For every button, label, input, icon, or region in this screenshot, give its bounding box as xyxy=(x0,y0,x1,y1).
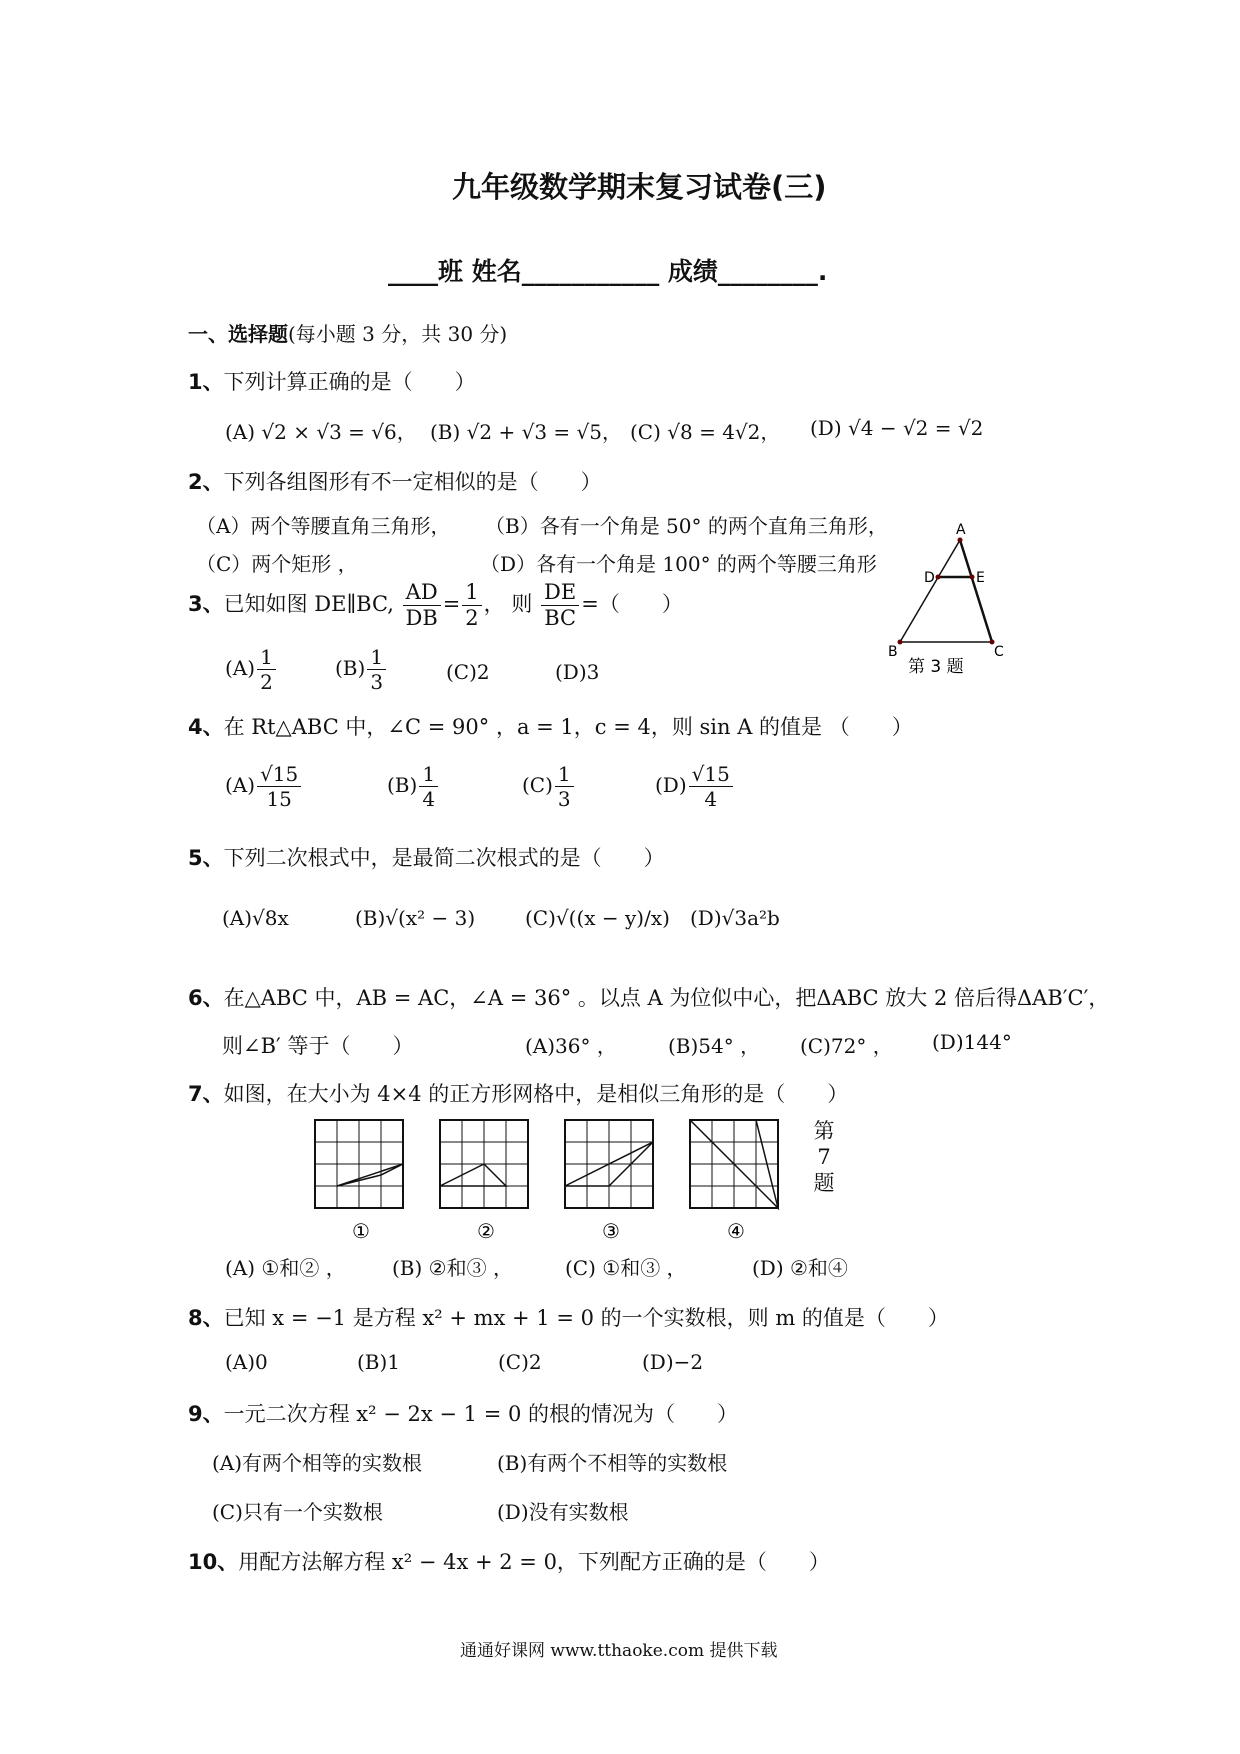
q5-option-a: (A)√8x xyxy=(222,906,289,930)
q3-option-c: (C)2 xyxy=(446,660,490,684)
question-4 xyxy=(188,711,913,741)
question-number: 1、 xyxy=(188,370,224,394)
q1-option-b: (B) √2 + √3 = √5， xyxy=(430,420,623,444)
grid-label-4: ④ xyxy=(727,1219,745,1242)
q1-option-a: (A) √2 × √3 = √6， xyxy=(225,420,417,444)
q3-option-b: (B) $\frac{1}{3}$ xyxy=(335,645,388,694)
q3-triangle-figure xyxy=(880,520,1020,680)
q4-option-a: (A) $\frac{√15}{15}$ xyxy=(225,762,303,811)
question-10 xyxy=(188,1546,830,1576)
q7-option-b: (B) ②和③ ， xyxy=(392,1256,513,1280)
page-title: 九年级数学期末复习试卷(三) xyxy=(452,170,827,204)
question-text: 在 Rt△ABC 中，∠C = 90° ，a = 1，c = 4，则 sin A 的值是 （ ） xyxy=(223,715,913,739)
q9-option-a: (A)有两个相等的实数根 xyxy=(212,1451,423,1475)
q9-option-d: (D)没有实数根 xyxy=(497,1500,629,1524)
question-text: 用配方法解方程 x² − 4x + 2 = 0，下列配方正确的是（ ） xyxy=(238,1550,830,1574)
question-6 xyxy=(188,982,1109,1012)
q3-option-d: (D)3 xyxy=(555,660,600,684)
grid-1 xyxy=(315,1120,403,1208)
question-text: 下列二次根式中，是最简二次根式的是（ ） xyxy=(223,846,665,870)
q8-option-a: (A)0 xyxy=(225,1350,268,1374)
question-number: 10、 xyxy=(188,1550,239,1574)
section-title: 一、选择题 xyxy=(188,322,288,346)
q8-option-b: (B)1 xyxy=(357,1350,401,1374)
question-number: 6、 xyxy=(188,986,224,1010)
section-heading xyxy=(188,318,507,347)
question-2 xyxy=(188,466,602,496)
fraction-ad-db: $\frac{AD}{DB}$ xyxy=(403,580,441,631)
question-text: 如图，在大小为 4×4 的正方形网格中，是相似三角形的是（ ） xyxy=(223,1082,849,1106)
question-number: 3、 xyxy=(188,592,224,617)
question-number: 8、 xyxy=(188,1306,224,1330)
q1-option-d: (D) √4 − √2 = √2 xyxy=(810,416,984,440)
q7-figure-caption: 第 7 题 xyxy=(813,1119,835,1195)
q7-option-c: (C) ①和③ ， xyxy=(565,1256,687,1280)
question-text: 下列各组图形有不一定相似的是（ ） xyxy=(223,470,602,494)
label-b: B xyxy=(888,644,898,660)
q5-option-d: (D)√3a²b xyxy=(690,906,780,930)
figure-caption: 第 3 题 xyxy=(908,657,964,677)
label-e: E xyxy=(976,570,985,586)
grid-4 xyxy=(690,1120,778,1208)
question-3: 3、已知如图 DE∥BC, $\frac{AD}{DB}$ = $\frac{1}{2}$ ， 则 $\frac{DE}{BC}$ =（ ） xyxy=(188,580,683,631)
question-5 xyxy=(188,842,665,872)
question-text: 下列计算正确的是（ ） xyxy=(223,370,476,394)
q4-option-b: (B) $\frac{1}{4}$ xyxy=(387,762,440,811)
q2-option-d: （D）各有一个角是 100° 的两个等腰三角形 xyxy=(480,552,877,576)
q5-option-c: (C)√((x − y)/x) xyxy=(525,906,670,930)
question-text: 一元二次方程 x² − 2x − 1 = 0 的根的情况为（ ） xyxy=(223,1402,739,1426)
q7-grid-figures xyxy=(300,1112,860,1242)
question-number: 5、 xyxy=(188,846,224,870)
section-note: (每小题 3 分，共 30 分) xyxy=(288,322,508,346)
question-7 xyxy=(188,1078,848,1108)
question-text: 已知 x = −1 是方程 x² + mx + 1 = 0 的一个实数根，则 m 的值是（ ） xyxy=(223,1306,949,1330)
grid-2 xyxy=(440,1120,528,1208)
question-number: 7、 xyxy=(188,1082,224,1106)
question-text: 在△ABC 中，AB = AC，∠A = 36° 。以点 A 为位似中心，把ΔABC 放大 2 倍后得ΔAB′C′， xyxy=(223,986,1110,1010)
q2-option-c: （C）两个矩形 ， xyxy=(196,552,358,576)
page-footer: 通通好课网 www.tthaoke.com 提供下载 xyxy=(460,1641,778,1661)
label-c: C xyxy=(994,644,1004,660)
q5-option-b: (B)√(x² − 3) xyxy=(355,906,476,930)
q1-option-c: (C) √8 = 4√2， xyxy=(630,420,781,444)
question-1 xyxy=(188,366,476,396)
question-number: 9、 xyxy=(188,1402,224,1426)
q6-option-b: (B)54° ， xyxy=(668,1034,761,1058)
question-9 xyxy=(188,1398,738,1428)
q8-option-c: (C)2 xyxy=(498,1350,542,1374)
q8-option-d: (D)−2 xyxy=(642,1350,704,1374)
question-number: 2、 xyxy=(188,470,224,494)
question-text: 已知如图 DE∥BC, xyxy=(223,592,394,617)
q6-option-a: (A)36° ， xyxy=(525,1034,617,1058)
q2-option-a: （A）两个等腰直角三角形， xyxy=(196,514,451,538)
grid-label-3: ③ xyxy=(602,1219,620,1242)
q3-option-a: (A) $\frac{1}{2}$ xyxy=(225,645,278,694)
q9-option-b: (B)有两个不相等的实数根 xyxy=(497,1451,728,1475)
q7-option-d: (D) ②和④ xyxy=(752,1256,848,1280)
q4-option-c: (C) $\frac{1}{3}$ xyxy=(522,762,576,811)
label-d: D xyxy=(924,570,935,586)
q2-option-b: （B）各有一个角是 50° 的两个直角三角形， xyxy=(485,514,888,538)
q6-option-d: (D)144° xyxy=(932,1030,1012,1054)
question-number: 4、 xyxy=(188,715,224,739)
fraction-de-bc: $\frac{DE}{BC}$ xyxy=(541,580,579,631)
grid-3 xyxy=(565,1120,653,1208)
q4-option-d: (D) $\frac{√15}{4}$ xyxy=(655,762,735,811)
grid-label-1: ① xyxy=(352,1219,370,1242)
q7-option-a: (A) ①和② ， xyxy=(225,1256,346,1280)
fraction-one-half: $\frac{1}{2}$ xyxy=(462,580,481,631)
label-a: A xyxy=(956,522,966,538)
q6-option-c: (C)72° ， xyxy=(800,1034,893,1058)
q9-option-c: (C)只有一个实数根 xyxy=(212,1500,383,1524)
question-8 xyxy=(188,1302,949,1332)
grid-label-2: ② xyxy=(477,1219,495,1242)
student-info-line: ____班 姓名___________ 成绩________. xyxy=(388,257,828,286)
q6-line-2: 则∠B′ 等于（ ） xyxy=(222,1034,414,1058)
